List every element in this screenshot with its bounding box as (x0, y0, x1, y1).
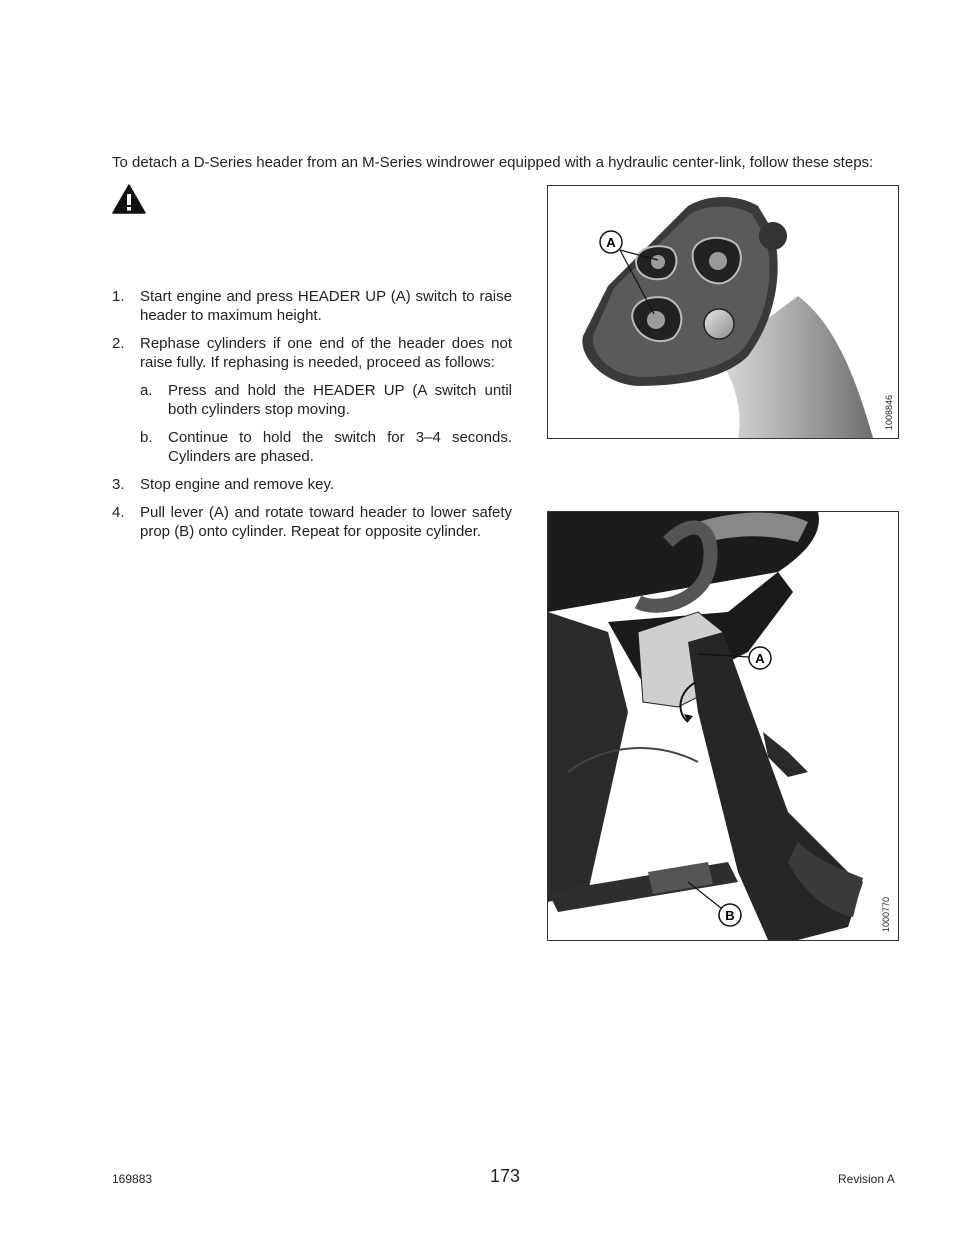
step-item (112, 334, 512, 372)
substep-text: Continue to hold the switch for 3–4 seconds. Cylinders are phased. (168, 429, 512, 465)
callout-label: B (725, 908, 735, 923)
doc-number: 169883 (112, 1172, 153, 1186)
substep-item (112, 381, 512, 419)
substep-text: Press and hold the HEADER UP (A switch until both cylinders stop moving. (168, 382, 512, 418)
step-number: 4. (112, 504, 125, 521)
warning-triangle-icon (112, 184, 146, 214)
figure-id: 1008846 (884, 394, 894, 430)
figure-joystick (547, 185, 899, 439)
step-number: 2. (112, 335, 125, 352)
page-number: 173 (490, 1166, 521, 1186)
substep-letter: a. (140, 382, 153, 399)
callout-label: A (755, 651, 765, 666)
intro-text: To detach a D-Series header from an M-Series windrower equipped with a hydraulic center-link, follow these steps: (112, 154, 874, 171)
safety-prop-illustration (548, 512, 898, 940)
step-item (112, 475, 512, 494)
revision-label: Revision A (838, 1172, 895, 1186)
steps-list (112, 287, 512, 550)
step-number: 1. (112, 288, 125, 305)
substep-letter: b. (140, 429, 153, 446)
step-text: Stop engine and remove key. (140, 476, 335, 493)
step-item (112, 287, 512, 325)
step-item (112, 503, 512, 541)
step-text: Rephase cylinders if one end of the header does not raise fully. If rephasing is needed, proceed as follows: (140, 335, 512, 371)
figure-id: 1000770 (881, 896, 891, 932)
step-number: 3. (112, 476, 125, 493)
substep-item (112, 428, 512, 466)
figure-safety-prop (547, 511, 899, 941)
step-text: Pull lever (A) and rotate toward header to lower safety prop (B) onto cylinder. Repeat for opposite cylinder. (140, 504, 512, 540)
callout-label: A (606, 235, 616, 250)
step-text: Start engine and press HEADER UP (A) switch to raise header to maximum height. (140, 288, 512, 324)
joystick-illustration (548, 186, 898, 438)
